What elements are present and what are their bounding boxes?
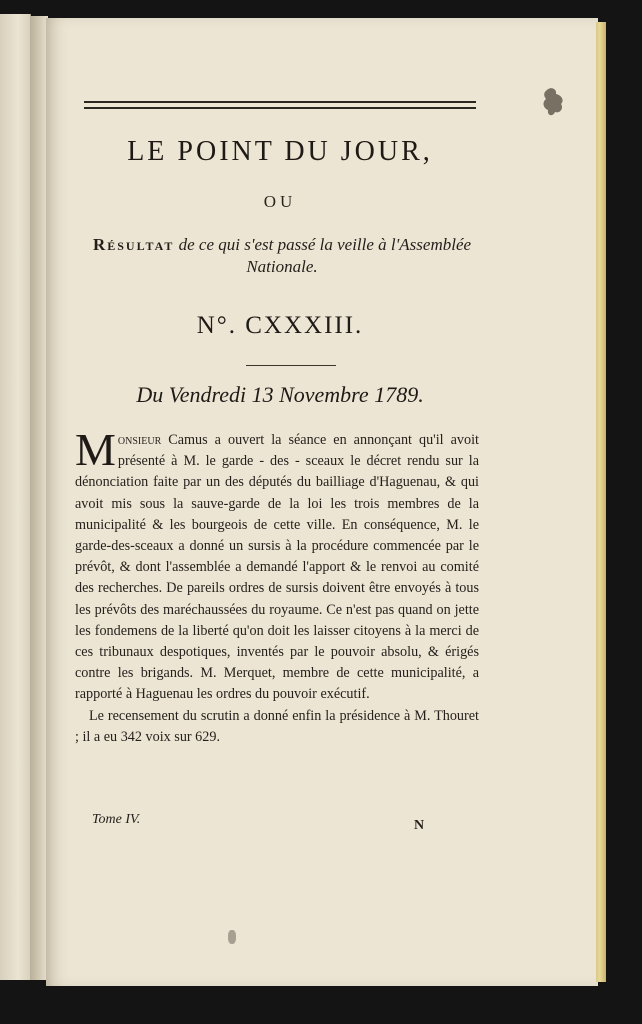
top-double-rule [84, 101, 476, 109]
issue-number: N°. CXXXIII. [196, 312, 364, 339]
page-title: LE POINT DU JOUR, [127, 136, 433, 167]
title-conjunction: OU [263, 192, 297, 211]
paragraph-1-text: Camus a ouvert la séance en annonçant qu'il avoit présenté à M. le garde - des - sceaux le décret rendu sur la dénonciation faite par un des députés du bailliage d'Haguenau, & qui avoit mis sous la sauve-garde de la loi les trois membres de la municipalité & les bourgeois de cette ville. En conséquence, M. le garde-des-sceaux a donné un sursis à la procédure commencée par le prévôt, & dont l'assemblée a demandé l'apport & le renvoi au comité des recherches. De pareils ordres de sursis doivent être envoyés à tous les prévôts des maréchaussées du royaume. Ce n'est pas quand on jette les fondemens de la liberté qu'on doit les laisser citoyens à la merci de ces tribunaux despotiques, inventés par le pouvoir absolu, & érigés contre les brigands. M. Merquet, membre de cette municipalité, a rapporté à Haguenau les ordres du pouvoir exécutif. [75, 432, 479, 703]
issue-date: Du Vendredi 13 Novembre 1789. [136, 382, 424, 407]
article-body [75, 424, 479, 748]
short-divider-rule [246, 365, 336, 366]
volume-label: Tome IV. [92, 812, 141, 827]
subtitle-keyword: Résultat [92, 235, 175, 254]
paragraph-2: Le recensement du scrutin a donné enfin la présidence à M. Thouret ; il a eu 342 voix sur 629. [75, 707, 479, 745]
subtitle-text: de ce qui s'est passé la veille à l'Assemblée Nationale. [174, 235, 472, 276]
signature-mark: N [414, 818, 425, 833]
facing-page-edge [0, 14, 31, 980]
paper-speck [228, 930, 236, 944]
page-edge-gilt [596, 22, 606, 982]
drop-cap: M [75, 424, 116, 475]
paragraph-1 [75, 424, 479, 706]
page-subtitle [64, 234, 500, 278]
first-word-rest: onsieur [117, 432, 162, 448]
ink-stain-mark [541, 86, 567, 120]
